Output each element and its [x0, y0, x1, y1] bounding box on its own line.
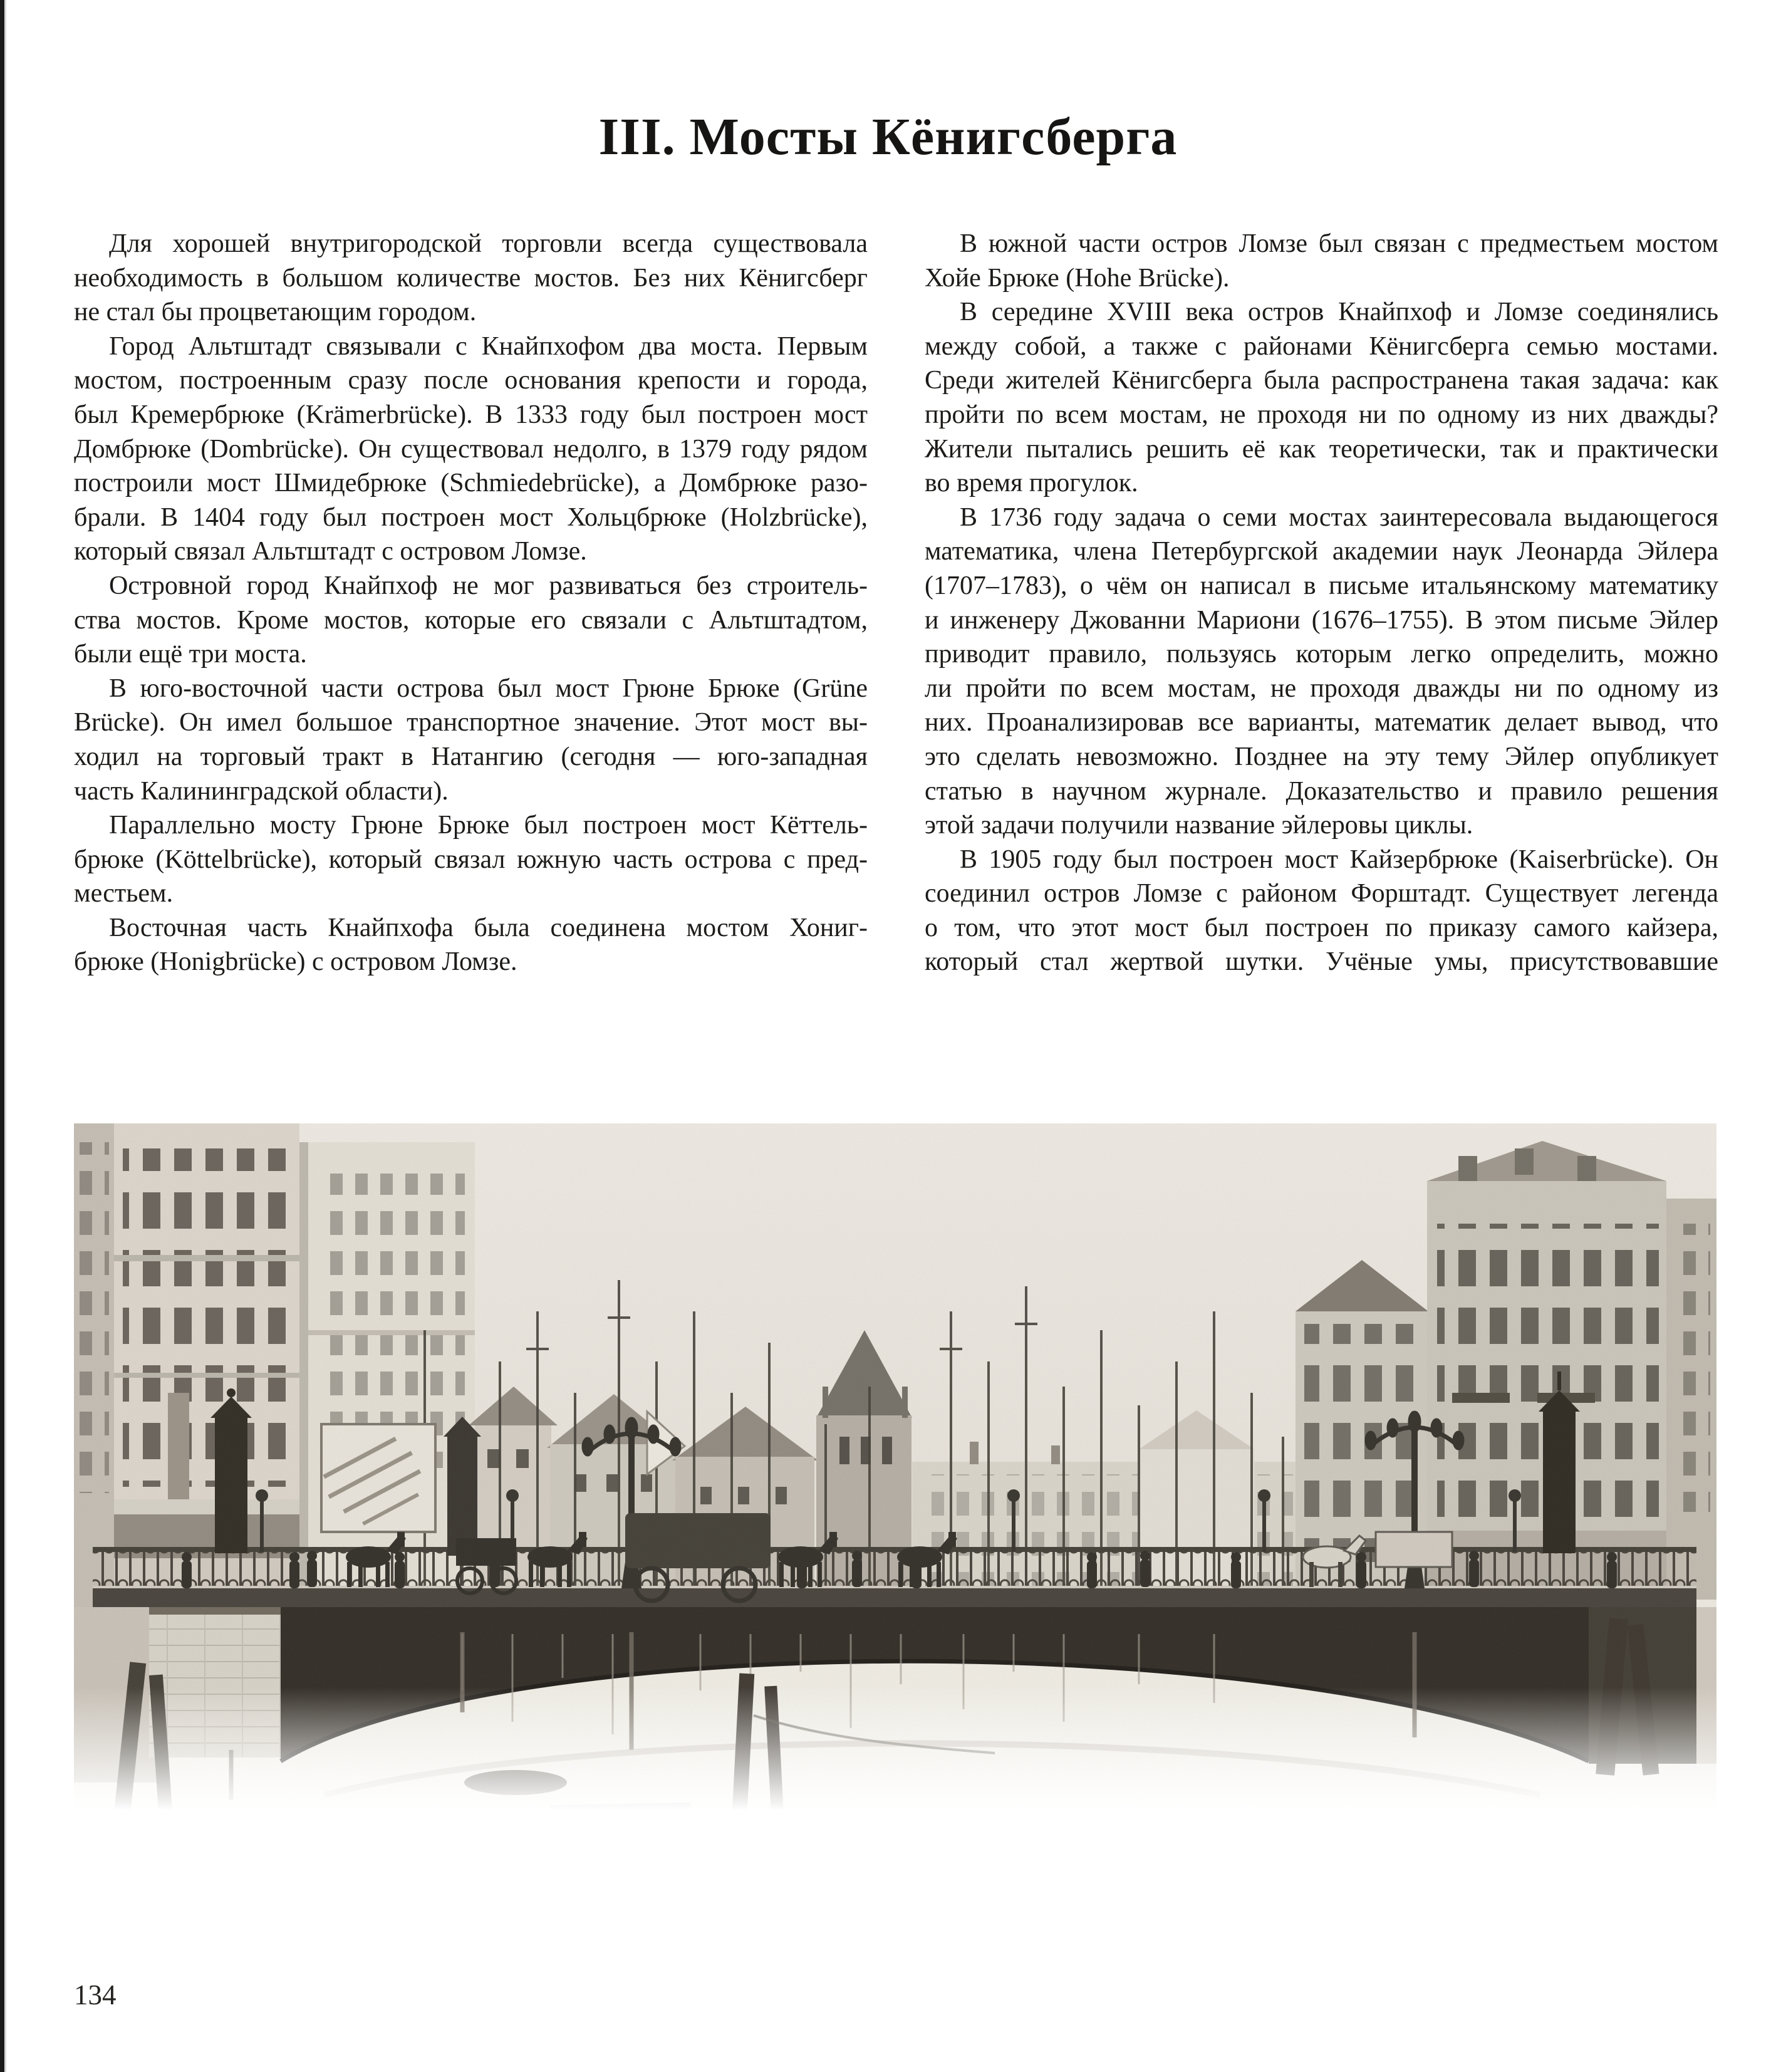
- text-line: который связал Альтштадт с островом Ломзе.: [74, 537, 587, 566]
- text-line: ли пройти по всем мостам, не проходя дважды ни по одному из: [925, 674, 1718, 703]
- text-line: Хойе Брюке (Hohe Brücke).: [925, 263, 1230, 293]
- chapter-title: III. Мосты Кёнигсберга: [598, 108, 1178, 166]
- text-line: (1707–1783), о чём он написал в письме итальянскому математику: [925, 571, 1718, 600]
- text-line: брали. В 1404 году был построен мост Хольцбрюке (Holzbrücke),: [74, 502, 868, 532]
- photo-grain: [74, 1123, 1716, 1828]
- text-line: Для хорошей внутригородской торговли всегда существовала: [109, 229, 868, 258]
- text-line: приводит правило, пользуясь которым легко определить, можно: [925, 640, 1718, 669]
- text-line: брюке (Köttelbrücke), который связал южную часть острова с пред-: [74, 845, 868, 874]
- text-column-right: [925, 227, 1718, 979]
- text-line: не стал бы процветающим городом.: [74, 298, 477, 327]
- text-line: были ещё три моста.: [74, 640, 307, 669]
- photo-illustration: [74, 1123, 1716, 1828]
- text-line: В юго-восточной части острова был мост Грюне Брюке (Grüne: [109, 674, 868, 703]
- text-line: во время прогулок.: [925, 469, 1138, 498]
- text-line: Домбрюке (Dombrücke). Он существовал недолго, в 1379 году рядом: [74, 434, 868, 464]
- text-line: брюке (Honigbrücke) с островом Ломзе.: [74, 947, 517, 977]
- text-line: мостом, построенным сразу после основания крепости и города,: [74, 366, 868, 395]
- text-line: был Кремербрюке (Krämerbrücke). В 1333 году был построен мост: [74, 400, 868, 429]
- text-line: Восточная часть Кнайпхофа была соединена мостом Хониг-: [109, 913, 868, 942]
- text-line: них. Проанализировав все варианты, математик делает вывод, что: [925, 708, 1718, 737]
- text-line: В 1905 году был построен мост Кайзербрюке (Kaiserbrücke). Он: [960, 845, 1718, 874]
- text-line: пройти по всем мостам, не проходя ни по одному из них дважды?: [925, 400, 1718, 429]
- text-line: В середине XVIII века остров Кнайпхоф и Ломзе соединялись: [960, 298, 1718, 327]
- text-line: этой задачи получили название эйлеровы циклы.: [925, 811, 1473, 840]
- text-line: построили мост Шмидебрюке (Schmiedebrücke), а Домбрюке разо-: [74, 469, 868, 498]
- scan-edge: [0, 0, 4, 2072]
- text-line: статью в научном журнале. Доказательство и правило решения: [925, 776, 1718, 806]
- text-line: ства мостов. Кроме мостов, которые его связали с Альтштадтом,: [74, 605, 868, 635]
- text-line: Жители пытались решить её как теоретически, так и практически: [925, 434, 1718, 464]
- text-line: между собой, а также с районами Кёнигсберга семью мостами.: [925, 331, 1718, 361]
- text-line: Параллельно мосту Грюне Брюке был построен мост Кёттель-: [109, 811, 868, 840]
- text-line: о том, что этот мост был построен по приказу самого кайзера,: [925, 913, 1718, 942]
- text-line: необходимость в большом количестве мостов. Без них Кёнигсберг: [74, 263, 868, 293]
- text-line: Город Альтштадт связывали с Кнайпхофом два моста. Первым: [109, 331, 868, 361]
- text-line: это сделать невозможно. Позднее на эту тему Эйлер опубликует: [925, 742, 1718, 771]
- text-line: местьем.: [74, 879, 174, 908]
- scan-edge-soft: [4, 0, 6, 2072]
- text-line: который стал жертвой шутки. Учёные умы, присутствовавшие: [925, 947, 1718, 977]
- text-column-left: [74, 227, 868, 979]
- text-line: и инженеру Джованни Мариони (1676–1755). В этом письме Эйлер: [925, 605, 1718, 635]
- text-line: Островной город Кнайпхоф не мог развиваться без строитель-: [109, 571, 868, 600]
- historic-photo-koenigsberg-bridge: [74, 1123, 1716, 1828]
- page-number: 134: [74, 1979, 117, 2011]
- text-line: Brücke). Он имел большое транспортное значение. Этот мост вы-: [74, 708, 868, 737]
- text-line: математика, члена Петербургской академии наук Леонарда Эйлера: [925, 537, 1718, 566]
- text-line: соединил остров Ломзе с районом Форштадт. Существует легенда: [925, 879, 1718, 908]
- text-line: Среди жителей Кёнигсберга была распространена такая задача: как: [925, 366, 1718, 395]
- text-line: ходил на торговый тракт в Натангию (сегодня — юго-западная: [74, 742, 868, 771]
- text-line: В 1736 году задача о семи мостах заинтересовала выдающегося: [960, 502, 1718, 532]
- text-line: В южной части остров Ломзе был связан с предместьем мостом: [960, 229, 1718, 258]
- text-line: часть Калининградской области).: [74, 776, 449, 806]
